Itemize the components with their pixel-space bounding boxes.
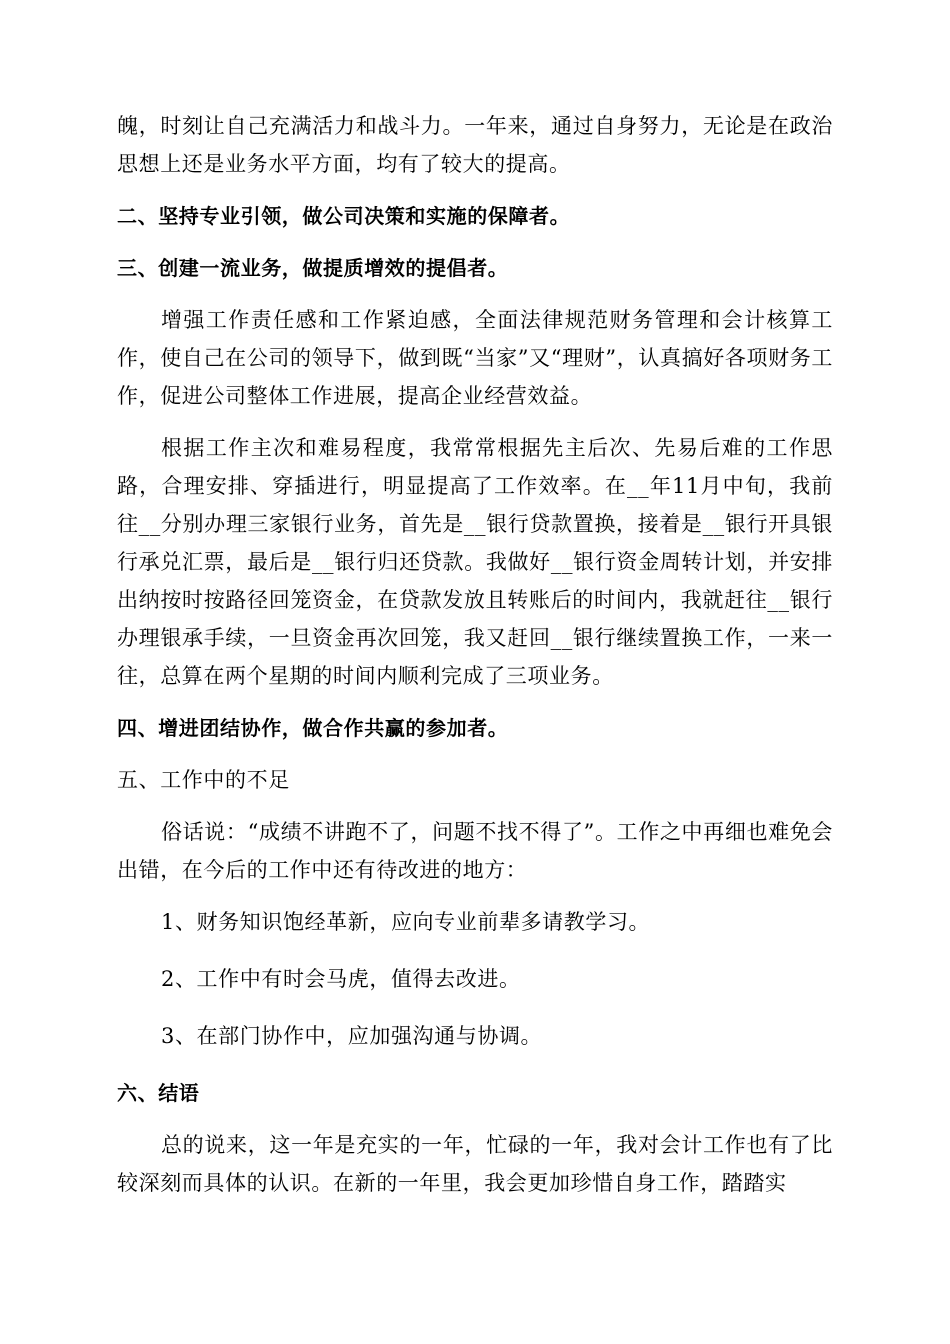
section-heading-3: 三、创建一流业务，做提质增效的提倡者。 [117, 256, 509, 280]
list-item: 1、财务知识饱经革新，应向专业前辈多请教学习。 [161, 910, 651, 934]
section-heading-5: 五、工作中的不足 [117, 768, 290, 792]
paragraph-intro-continuation: 魄，时刻让自己充满活力和战斗力。一年来，通过自身努力，无论是在政治思想上还是业务水平方面，均有了较大的提高。 [117, 114, 833, 176]
paragraph-conclusion: 总的说来，这一年是充实的一年，忙碌的一年，我对会计工作也有了比较深刻而具体的认识。在新的一年里，我会更加珍惜自身工作，踏踏实 [117, 1133, 833, 1195]
list-item: 3、在部门协作中，应加强沟通与协调。 [161, 1024, 543, 1048]
document-body [117, 107, 833, 1216]
section-heading-2: 二、坚持专业引领，做公司决策和实施的保障者。 [117, 204, 571, 228]
section-heading-6: 六、结语 [117, 1081, 200, 1105]
paragraph-work-efficiency: 根据工作主次和难易程度，我常常根据先主后次、先易后难的工作思路，合理安排、穿插进行，明显提高了工作效率。在__年11月中旬，我前往__分别办理三家银行业务，首先是__银行贷款置换，接着是__银行开具银行承兑汇票，最后是__银行归还贷款。我做好__银行资金周转计划，并安排出纳按时按路径回笼资金，在贷款发放且转账后的时间内，我就赶往__银行办理银承手续，一旦资金再次回笼，我又赶回__银行继续置换工作，一来一往，总算在两个星期的时间内顺利完成了三项业务。 [117, 436, 833, 688]
list-item: 2、工作中有时会马虎，值得去改进。 [161, 967, 521, 991]
section-heading-4: 四、增进团结协作，做合作共赢的参加者。 [117, 716, 509, 740]
paragraph-responsibility: 增强工作责任感和工作紧迫感，全面法律规范财务管理和会计核算工作，使自己在公司的领导下，做到既“当家”又“理财”，认真搞好各项财务工作，促进公司整体工作进展，提高企业经营效益。 [117, 308, 833, 408]
paragraph-shortcomings: 俗话说：“成绩不讲跑不了，问题不找不得了”。工作之中再细也难免会出错，在今后的工作中还有待改进的地方： [117, 820, 833, 882]
